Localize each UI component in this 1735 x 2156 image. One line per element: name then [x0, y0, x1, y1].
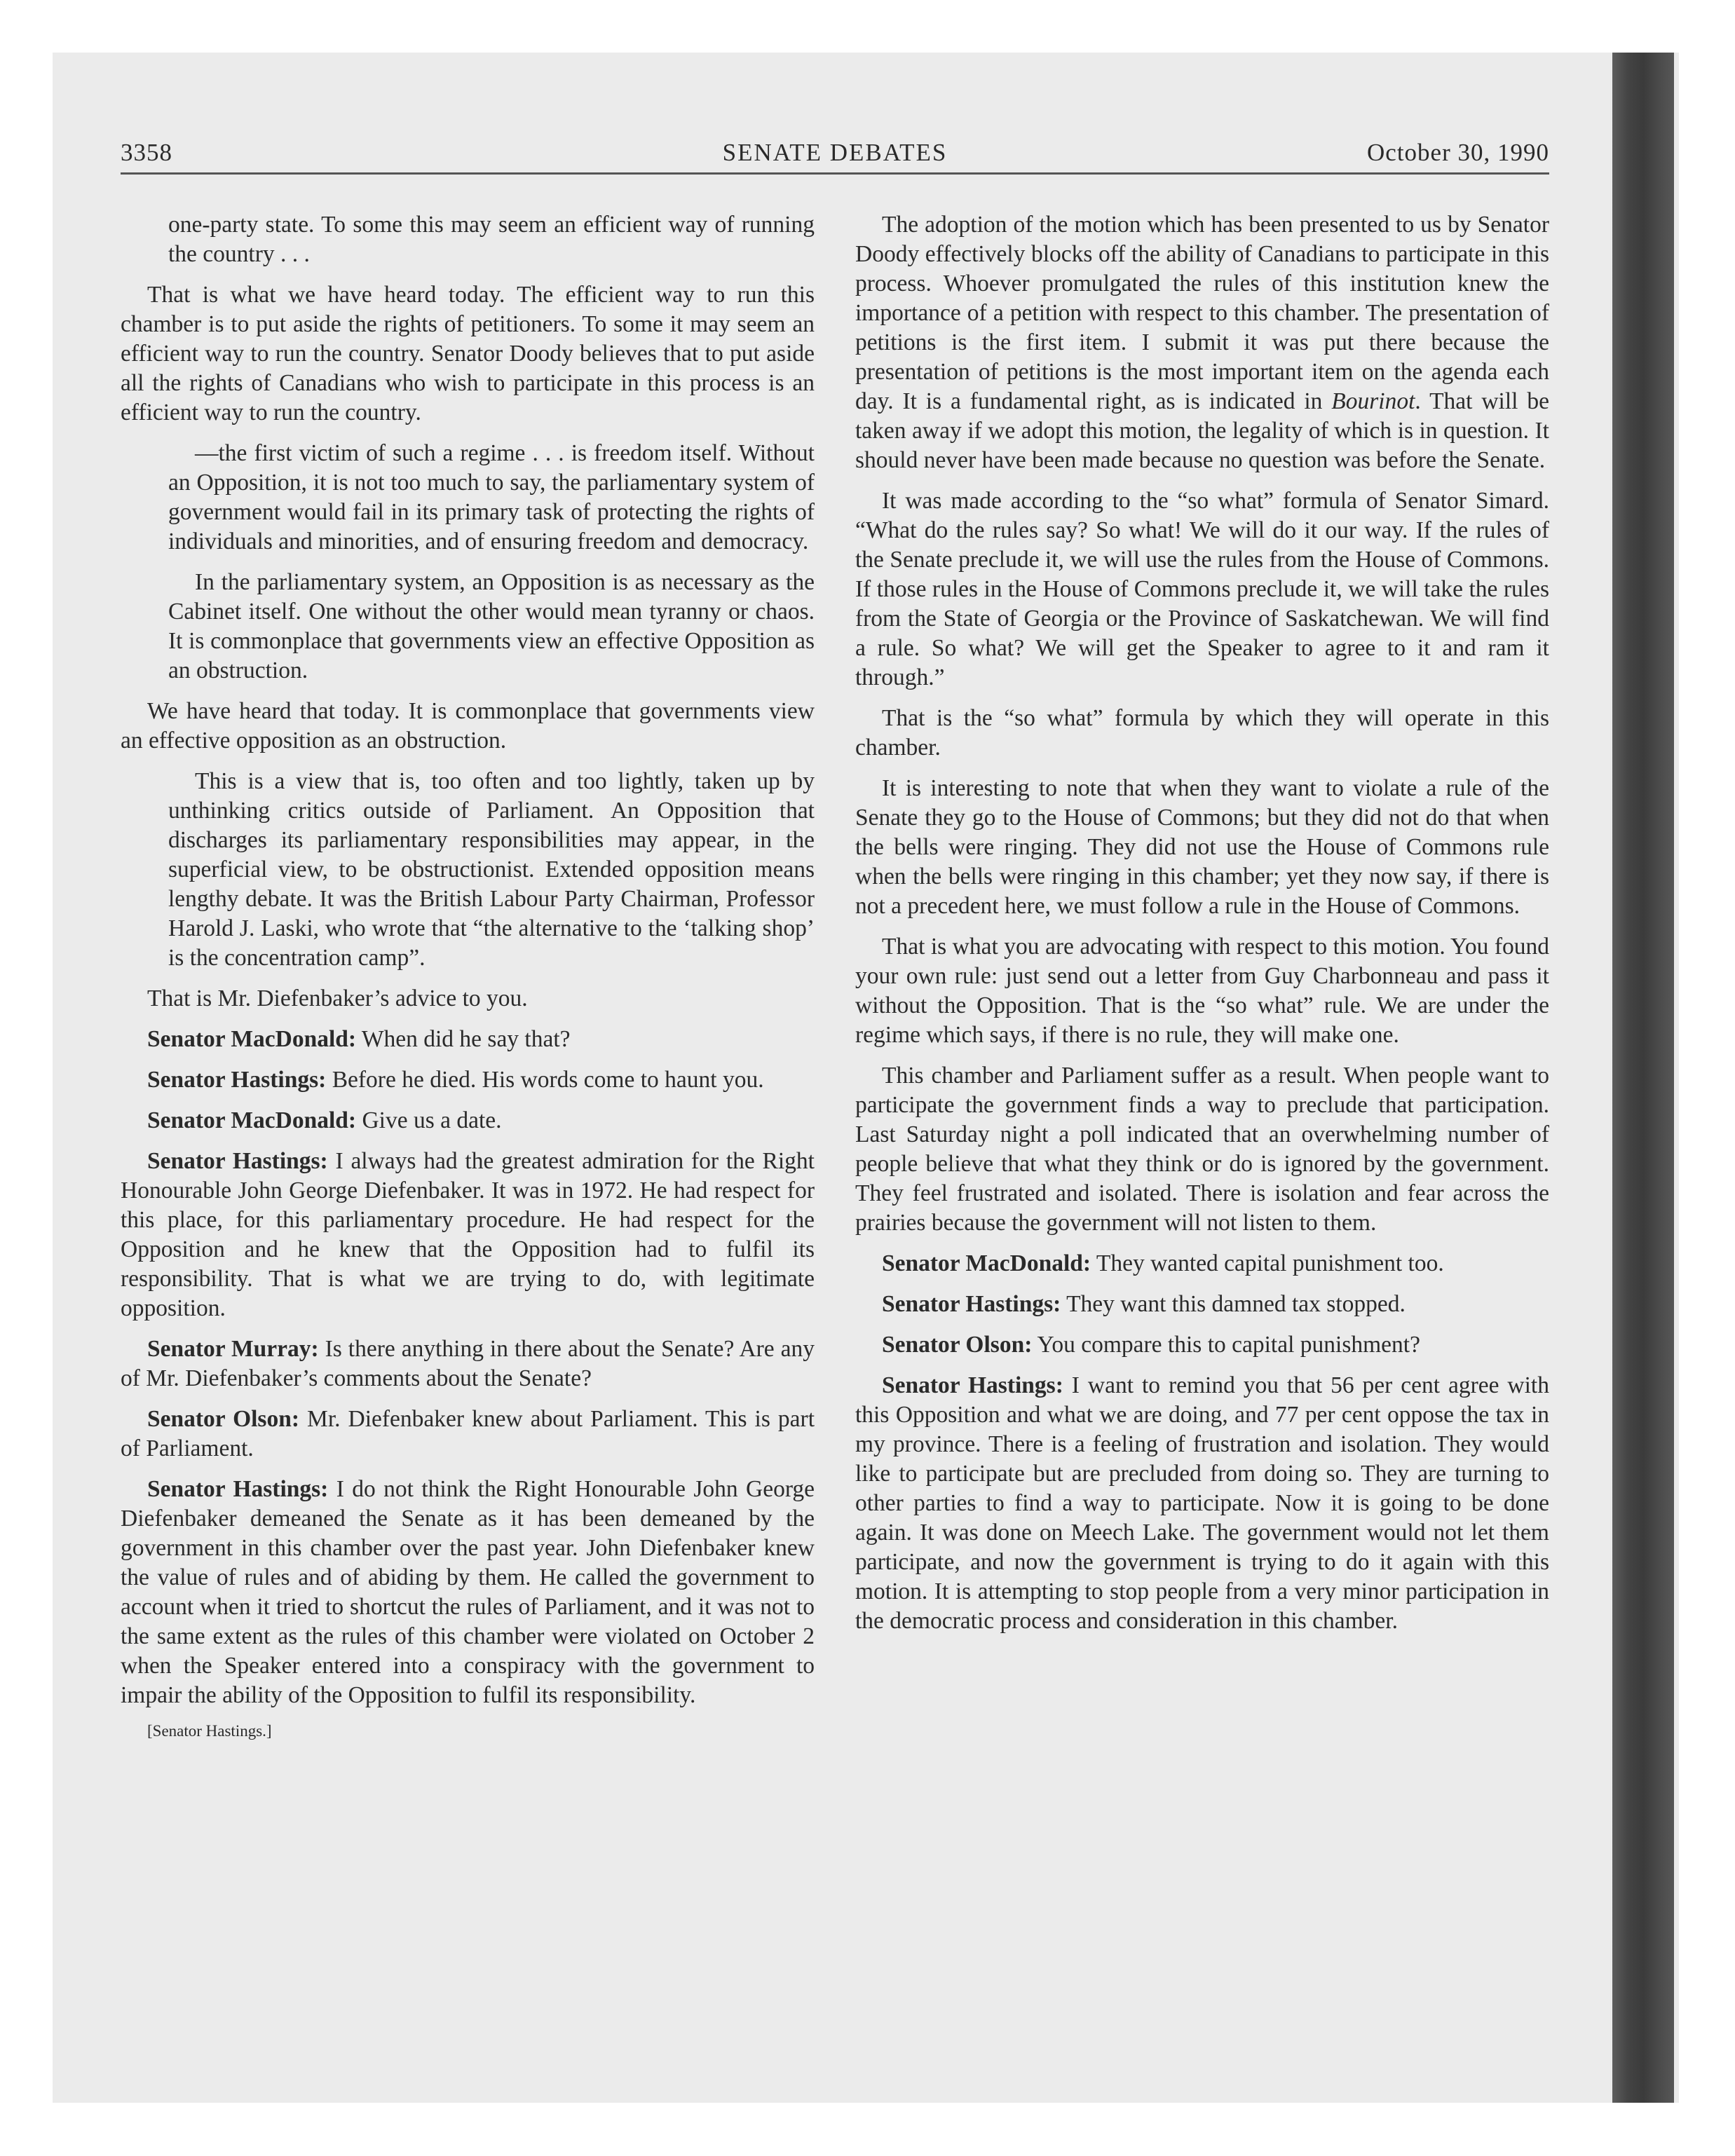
- speech-text: Give us a date.: [356, 1107, 502, 1133]
- speaker-name: Senator MacDonald:: [882, 1250, 1091, 1276]
- page-number: 3358: [121, 139, 172, 166]
- quotation: This is a view that is, too often and too lightly, taken up by unthinking critics outside of Parliament. An Opposition that discharges its parliamentary responsibilities may appear, in the superficial view, to be obstructionist. Extended opposition means lengthy debate. It was the British Labour Party Chairman, Professor Harold J. Laski, who wrote that “the alternative to the ‘talking shop’ is the concentration camp”.: [168, 768, 815, 971]
- speech: [121, 1405, 815, 1464]
- speaker-name: Senator Olson:: [882, 1332, 1033, 1358]
- speech-text: I want to remind you that 56 per cent agree with this Opposition and what we are doing, and 77 per cent oppose the tax in my province. There is a feeling of frustration and isolation. They would like to participate but are precluded from doing so. They are turning to other parties to find a way to participate. Now it is going to be done again. It was done on Meech Lake. The government would not let them participate, and now the government is trying to do it again with this motion. It is attempting to stop people from a very minor participation in the democratic process and consideration in this chamber.: [855, 1372, 1549, 1634]
- speech-text: Before he died. His words come to haunt you.: [326, 1067, 764, 1093]
- speech-text: When did he say that?: [356, 1026, 571, 1052]
- binding-edge: [1612, 53, 1674, 2103]
- issue-date: October 30, 1990: [1367, 139, 1549, 166]
- paragraph: That is the “so what” formula by which they will operate in this chamber.: [855, 705, 1549, 760]
- paragraph-text: . That will be taken away if we adopt this motion, the legality of which is in question. It should never have been made because no question was before the Senate.: [855, 388, 1549, 473]
- paragraph: We have heard that today. It is commonplace that governments view an effective opposition as an obstruction.: [121, 698, 815, 753]
- cited-work: Bourinot: [1331, 388, 1415, 414]
- quotation: —the first victim of such a regime . . . is freedom itself. Without an Opposition, it is not too much to say, the parliamentary system of government would fail in its primary task of protecting the rights of individuals and minorities, and of ensuring freedom and democracy.: [168, 440, 815, 554]
- speech-text: You compare this to capital punishment?: [1032, 1332, 1420, 1358]
- speech-text: Is there anything in there about the Senate? Are any of Mr. Diefenbaker’s comments about the Senate?: [121, 1336, 815, 1391]
- speech: [121, 1475, 815, 1710]
- paragraph: It was made according to the “so what” formula of Senator Simard. “What do the rules say? So what! We will do it our way. If the rules of the Senate preclude it, we will use the rules from the House of Commons. If those rules in the House of Commons preclude it, we will take the rules from the State of Georgia or the Province of Saskatchewan. We will find a rule. So what? We will get the Speaker to agree to it and ram it through.”: [855, 488, 1549, 690]
- right-column: [855, 210, 1549, 1647]
- footnote: [Senator Hastings.]: [147, 1722, 272, 1740]
- publication-title: SENATE DEBATES: [722, 139, 948, 166]
- paragraph: This chamber and Parliament suffer as a result. When people want to participate the government finds a way to preclude that participation. Last Saturday night a poll indicated that an overwhelming number of people believe that what they think or do is ignored by the government. They feel frustrated and isolated. There is isolation and fear across the prairies because the government will not listen to them.: [855, 1063, 1549, 1236]
- quotation: In the parliamentary system, an Opposition is as necessary as the Cabinet itself. One without the other would mean tyranny or chaos. It is commonplace that governments view an effective Opposition as an obstruction.: [168, 569, 815, 683]
- paragraph: [855, 210, 1549, 475]
- speech: [121, 1025, 815, 1054]
- speaker-name: Senator Hastings:: [882, 1372, 1063, 1398]
- speaker-name: Senator Hastings:: [147, 1067, 327, 1093]
- left-column: [121, 210, 815, 1752]
- speaker-name: Senator Hastings:: [147, 1476, 329, 1502]
- speaker-name: Senator MacDonald:: [147, 1107, 357, 1133]
- speech: [855, 1290, 1549, 1319]
- speech-text: Mr. Diefenbaker knew about Parliament. This is part of Parliament.: [121, 1406, 815, 1461]
- speaker-name: Senator Olson:: [147, 1406, 300, 1432]
- paragraph: That is what you are advocating with respect to this motion. You found your own rule: just send out a letter from Guy Charbonneau and pass it without the Opposition. That is the “so what” rule. We are under the regime which says, if there is no rule, they will make one.: [855, 934, 1549, 1048]
- paragraph: That is Mr. Diefenbaker’s advice to you.: [147, 985, 528, 1011]
- speech: [121, 1335, 815, 1393]
- speech: [121, 1065, 815, 1095]
- speaker-name: Senator MacDonald:: [147, 1026, 357, 1052]
- speech: [121, 1147, 815, 1323]
- speaker-name: Senator Hastings:: [882, 1291, 1061, 1317]
- quotation: one-party state. To some this may seem an efficient way of running the country . . .: [168, 212, 815, 267]
- speaker-name: Senator Hastings:: [147, 1148, 328, 1174]
- speech-text: I always had the greatest admiration for the Right Honourable John George Diefenbaker. It was in 1972. He had respect for this place, for this parliamentary procedure. He had respect for the Opposition and he knew that the Opposition had to fulfil its responsibility. That is what we are trying to do, with legitimate opposition.: [121, 1148, 815, 1321]
- speech-text: They want this damned tax stopped.: [1061, 1291, 1406, 1317]
- running-header: [121, 139, 1549, 175]
- paragraph: That is what we have heard today. The efficient way to run this chamber is to put aside the rights of petitioners. To some it may seem an efficient way to run the country. Senator Doody believes that to put aside all the rights of Canadians who wish to participate in this process is an efficient way to run the country.: [121, 282, 815, 425]
- speech: [855, 1330, 1549, 1360]
- speech-text: I do not think the Right Honourable John George Diefenbaker demeaned the Senate as it has been demeaned by the government in this chamber over the past year. John Diefenbaker knew the value of rules and of abiding by them. He called the government to account when it tried to shortcut the rules of Parliament, and it was not to the same extent as the rules of this chamber were violated on October 2 when the Speaker entered into a conspiracy with the government to impair the ability of the Opposition to fulfil its responsibility.: [121, 1476, 815, 1708]
- speech-text: They wanted capital punishment too.: [1091, 1250, 1444, 1276]
- speech: [121, 1106, 815, 1135]
- speaker-name: Senator Murray:: [147, 1336, 319, 1362]
- speech: [855, 1371, 1549, 1636]
- speech: [855, 1249, 1549, 1278]
- paragraph: It is interesting to note that when they want to violate a rule of the Senate they go to the House of Commons; but they did not do that when the bells were ringing. They did not use the House of Commons rule when the bells were ringing in this chamber; yet they now say, if there is not a precedent here, we must follow a rule in the House of Commons.: [855, 775, 1549, 919]
- paragraph-text: The adoption of the motion which has been presented to us by Senator Doody effectively blocks off the ability of Canadians to participate in this process. Whoever promulgated the rules of this institution knew the importance of a petition with respect to this chamber. The presentation of petitions is the first item. I submit it was put there because the presentation of petitions is the most important item on the agenda each day. It is a fundamental right, as is indicated in: [855, 212, 1549, 414]
